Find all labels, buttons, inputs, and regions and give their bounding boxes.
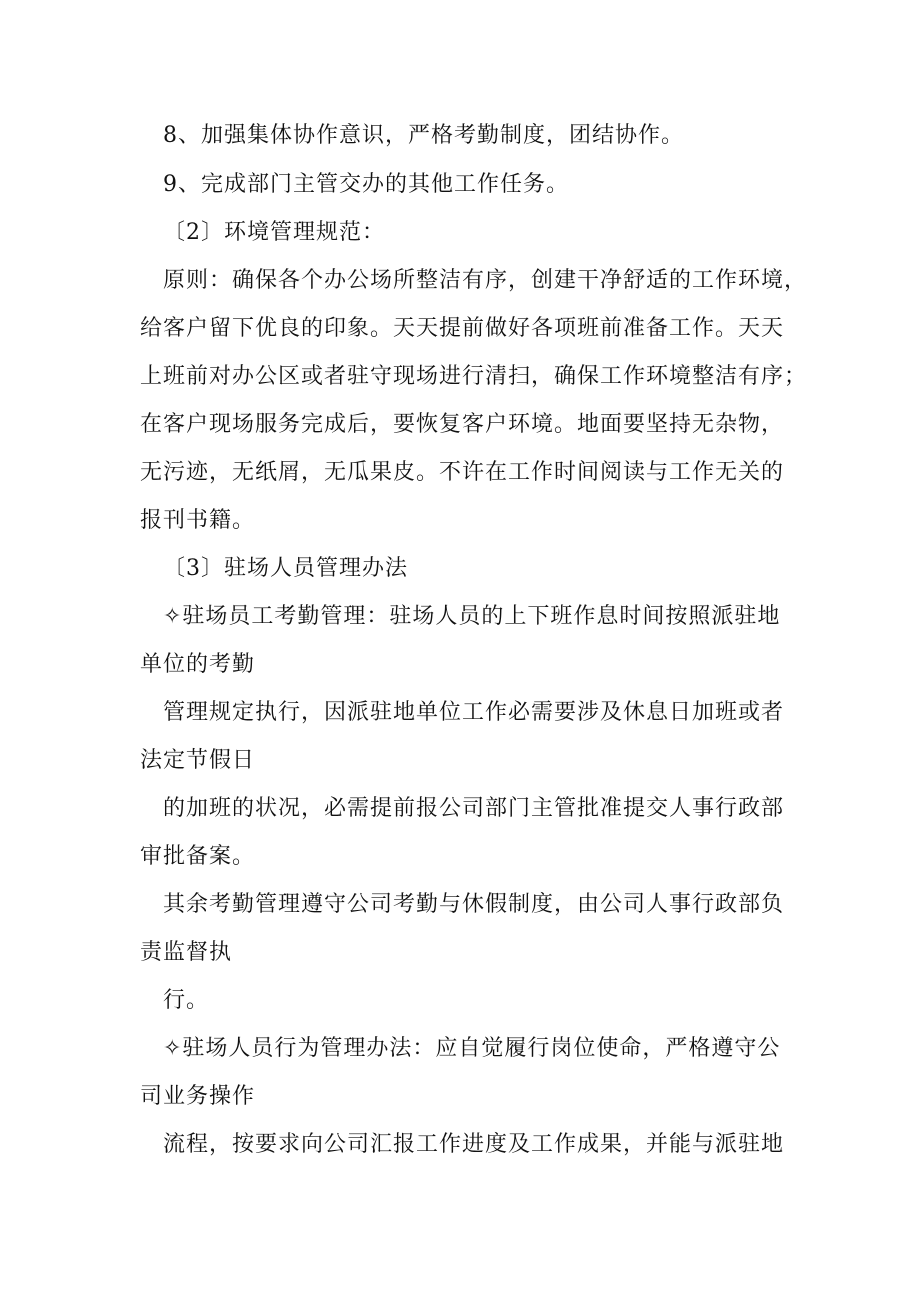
attendance-line-7: 其余考勤管理遵守公司考勤与休假制度，由公司人事行政部负 — [163, 892, 785, 917]
principle-line-4: 在客户现场服务完成后，要恢复客户环境。地面要坚持无杂物， — [140, 412, 785, 437]
behavior-line-2: 司业务操作 — [140, 1084, 256, 1109]
attendance-line-8: 责监督执 — [140, 940, 233, 965]
attendance-line-3: 管理规定执行，因派驻地单位工作必需要涉及休息日加班或者 — [163, 700, 785, 725]
attendance-line-1: ✧驻场员工考勤管理：驻场人员的上下班作息时间按照派驻地 — [163, 604, 781, 629]
behavior-line-3: 流程，按要求向公司汇报工作进度及工作成果，并能与派驻地 — [163, 1132, 785, 1157]
principle-line-3: 上班前对办公区或者驻守现场进行清扫，确保工作环境整洁有序； — [140, 364, 808, 389]
principle-line-6: 报刊书籍。 — [140, 508, 256, 533]
section-2-heading: 〔2〕环境管理规范： — [163, 220, 385, 245]
item-8-teamwork: 8、加强集体协作意识，严格考勤制度，团结协作。 — [163, 123, 684, 148]
principle-line-2: 给客户留下优良的印象。天天提前做好各项班前准备工作。天天 — [140, 316, 785, 341]
behavior-line-1: ✧驻场人员行为管理办法：应自觉履行岗位使命，严格遵守公 — [163, 1036, 781, 1061]
attendance-line-2: 单位的考勤 — [140, 652, 256, 677]
principle-line-1: 原则：确保各个办公场所整洁有序，创建干净舒适的工作环境， — [163, 268, 808, 293]
item-9-other-tasks: 9、完成部门主管交办的其他工作任务。 — [163, 172, 569, 197]
section-3-heading: 〔3〕驻场人员管理办法 — [163, 556, 408, 581]
attendance-line-5: 的加班的状况，必需提前报公司部门主管批准提交人事行政部 — [163, 796, 785, 821]
attendance-line-4: 法定节假日 — [140, 748, 256, 773]
principle-line-5: 无污迹，无纸屑，无瓜果皮。不许在工作时间阅读与工作无关的 — [140, 460, 785, 485]
attendance-line-6: 审批备案。 — [140, 844, 256, 869]
attendance-line-9: 行。 — [163, 988, 210, 1013]
